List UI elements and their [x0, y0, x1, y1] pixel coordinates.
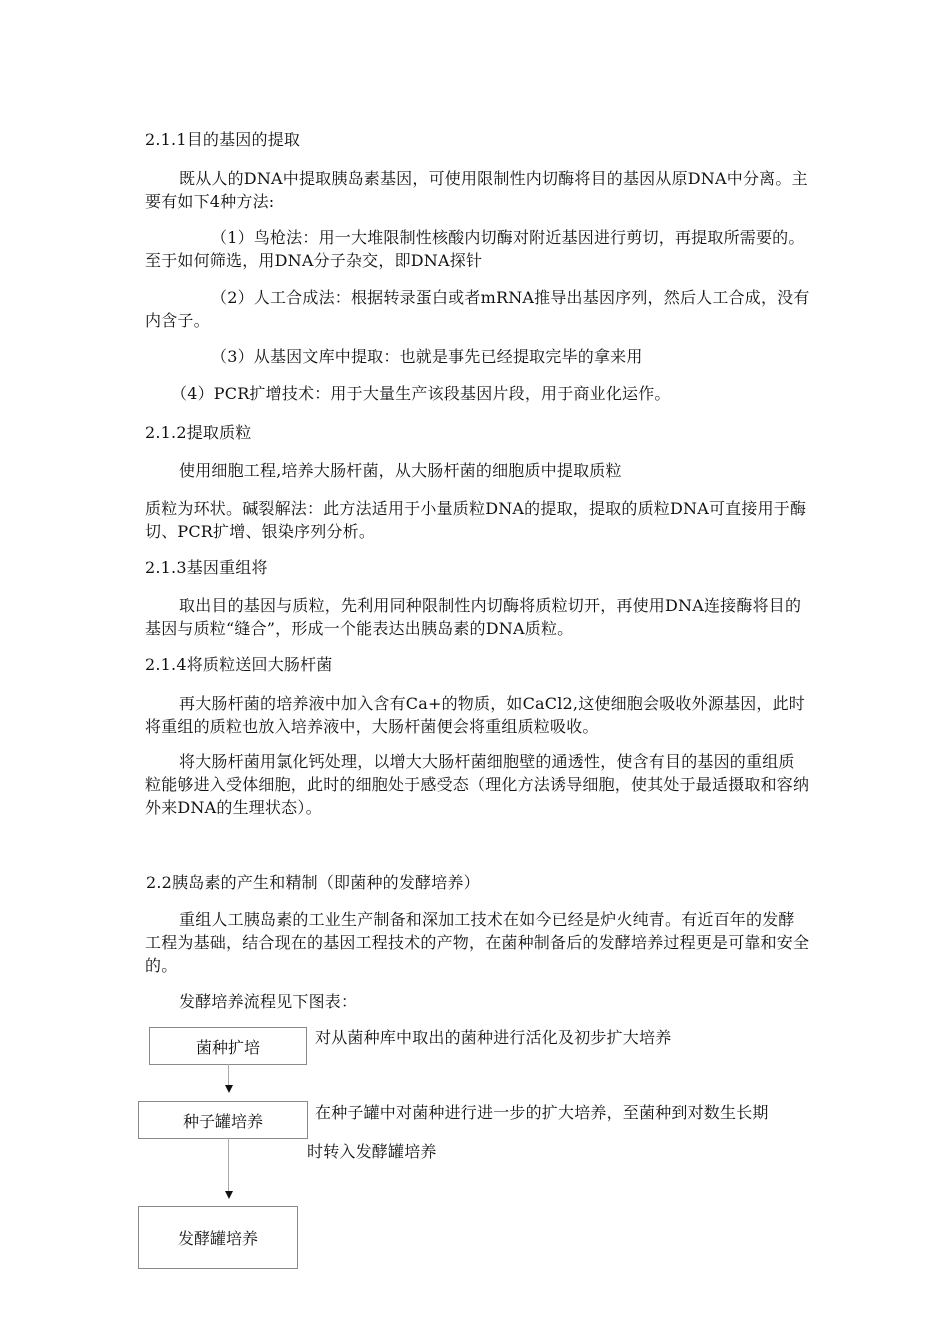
heading-2-1-1: 2.1.1目的基因的提取	[145, 130, 301, 149]
flow-step-desc: 时转入发酵罐培养	[307, 1142, 437, 1161]
flow-step-desc: 对从菌种库中取出的菌种进行活化及初步扩大培养	[315, 1028, 672, 1047]
heading-2-1-3: 2.1.3基因重组将	[145, 558, 268, 577]
paragraph-plasmid-culture: 使用细胞工程,培养大肠杆菌，从大肠杆菌的细胞质中提取质粒	[179, 461, 622, 480]
arrow-down-icon	[225, 1191, 233, 1199]
paragraph-recombination: 取出目的基因与质粒，先利用同种限制性内切酶将质粒切开，再使用DNA连接酶将目的基因与质粒“缝合”，形成一个能表达出胰岛素的DNA质粒。	[145, 596, 802, 638]
paragraph-flow-intro: 发酵培养流程见下图表：	[179, 992, 358, 1011]
flow-step-seed-tank	[138, 1101, 308, 1139]
paragraph-fermentation-intro: 重组人工胰岛素的工业生产制备和深加工技术在如今已经是炉火纯青。有近百年的发酵工程为基础，结合现在的基因工程技术的产物，在菌种制备后的发酵培养过程更是可靠和安全的。	[145, 910, 810, 975]
arrow-down-icon	[225, 1085, 233, 1093]
heading-2-2: 2.2胰岛素的产生和精制（即菌种的发酵培养）	[146, 873, 480, 892]
paragraph-cacl2: 再大肠杆菌的培养液中加入含有Ca+的物质，如CaCl2,这使细胞会吸收外源基因，此时将重组的质粒也放入培养液中，大肠杆菌便会将重组质粒吸收。	[145, 694, 805, 736]
flow-step-label: 发酵罐培养	[177, 1229, 258, 1248]
heading-2-1-4: 2.1.4将质粒送回大肠杆菌	[145, 655, 333, 674]
paragraph-competent-cells: 将大肠杆菌用氯化钙处理，以增大大肠杆菌细胞壁的通透性，使含有目的基因的重组质粒能够进入受体细胞，此时的细胞处于感受态（理化方法诱导细胞，使其处于最适摄取和容纳外来DNA的生理状态）。	[145, 752, 810, 817]
flow-step-strain-expansion	[149, 1027, 307, 1065]
heading-2-1-2: 2.1.2提取质粒	[145, 423, 252, 442]
flow-step-desc: 在种子罐中对菌种进行进一步的扩大培养，至菌种到对数生长期	[315, 1103, 769, 1122]
method-library: （3）从基因文库中提取：也就是事先已经提取完毕的拿来用	[211, 347, 643, 366]
method-pcr: （4）PCR扩增技术：用于大量生产该段基因片段，用于商业化运作。	[171, 384, 671, 403]
flow-connector	[228, 1138, 229, 1192]
flow-step-label: 种子罐培养	[182, 1111, 263, 1131]
flow-step-label: 菌种扩培	[195, 1037, 260, 1057]
flow-connector	[228, 1064, 229, 1086]
paragraph-dna-extraction: 既从人的DNA中提取胰岛素基因，可使用限制性内切酶将目的基因从原DNA中分离。主要有如下4种方法:	[145, 169, 808, 211]
paragraph-plasmid-lysis: 质粒为环状。碱裂解法：此方法适用于小量质粒DNA的提取，提取的质粒DNA可直接用于酶切、PCR扩增、银染序列分析。	[145, 499, 807, 541]
flow-step-fermenter	[138, 1206, 298, 1269]
method-synthesis: （2）人工合成法：根据转录蛋白或者mRNA推导出基因序列，然后人工合成，没有内含子。	[145, 288, 810, 330]
method-shotgun: （1）鸟枪法：用一大堆限制性核酸内切酶对附近基因进行剪切，再提取所需要的。至于如何筛选，用DNA分子杂交，即DNA探针	[145, 228, 805, 270]
